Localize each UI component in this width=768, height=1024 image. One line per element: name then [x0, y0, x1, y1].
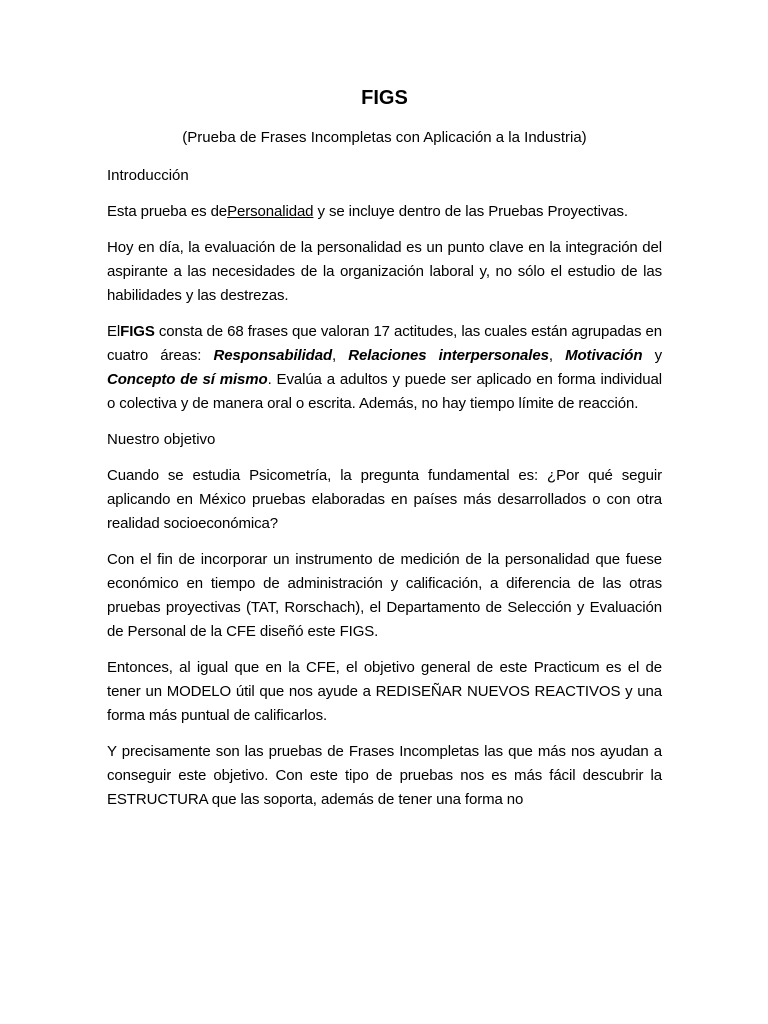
paragraph-figs-description [107, 320, 662, 416]
section-heading-introduccion: Introducción [107, 167, 189, 184]
area-responsabilidad: Responsabilidad [213, 347, 333, 364]
document-subtitle: (Prueba de Frases Incompletas con Aplicación a la Industria) [182, 129, 587, 146]
paragraph-text: y se incluye dentro de las Pruebas Proyectivas. [313, 203, 628, 220]
paragraph-text: Esta prueba es de [107, 203, 228, 220]
area-concepto-de-si-mismo: Concepto de sí mismo [107, 371, 268, 388]
separator: , [332, 347, 349, 364]
document-title: FIGS [361, 87, 408, 109]
personalidad-link[interactable]: Personalidad [227, 203, 314, 220]
section-heading-nuestro-objetivo: Nuestro objetivo [107, 431, 216, 448]
area-relaciones-interpersonales: Relaciones interpersonales [348, 347, 549, 364]
paragraph-text: . Evalúa a adultos y puede ser aplicado en forma individual o colectiva y de manera oral o escrita. Además, no hay tiempo límite de reacción. [107, 371, 663, 412]
paragraph-frases-incompletas: Y precisamente son las pruebas de Frases Incompletas las que más nos ayudan a conseguir este objetivo. Con este tipo de pruebas nos es más fácil descubrir la ESTRUCTURA que las soporta, además de tener una forma no [107, 743, 662, 808]
separator: y [642, 347, 662, 364]
separator: , [548, 347, 566, 364]
paragraph-text: El [107, 323, 121, 340]
paragraph-evaluacion: Hoy en día, la evaluación de la personalidad es un punto clave en la integración del aspirante a las necesidades de la organización laboral y, no sólo el estudio de las habilidades y las destrezas. [107, 239, 662, 304]
figs-bold: FIGS [120, 323, 155, 340]
paragraph-psicometria: Cuando se estudia Psicometría, la pregunta fundamental es: ¿Por qué seguir aplicando en México pruebas elaboradas en países más desarrollados o con otra realidad socioeconómica? [107, 467, 662, 532]
document-body [107, 86, 662, 824]
paragraph-practicum: Entonces, al igual que en la CFE, el objetivo general de este Practicum es el de tener un MODELO útil que nos ayude a REDISEÑAR NUEVOS REACTIVOS y una forma más puntual de calificarlos. [107, 659, 662, 724]
paragraph-instrumento: Con el fin de incorporar un instrumento de medición de la personalidad que fuese económico en tiempo de administración y calificación, a diferencia de las otras pruebas proyectivas (TAT, Rorschach), el Departamento de Selección y Evaluación de Personal de la CFE diseñó este FIGS. [107, 551, 662, 640]
paragraph-text: consta de 68 frases que valoran 17 actitudes, las cuales están agrupadas en cuatro áreas: [107, 323, 662, 364]
area-motivacion: Motivación [565, 347, 643, 364]
paragraph-intro-personalidad [107, 200, 662, 224]
